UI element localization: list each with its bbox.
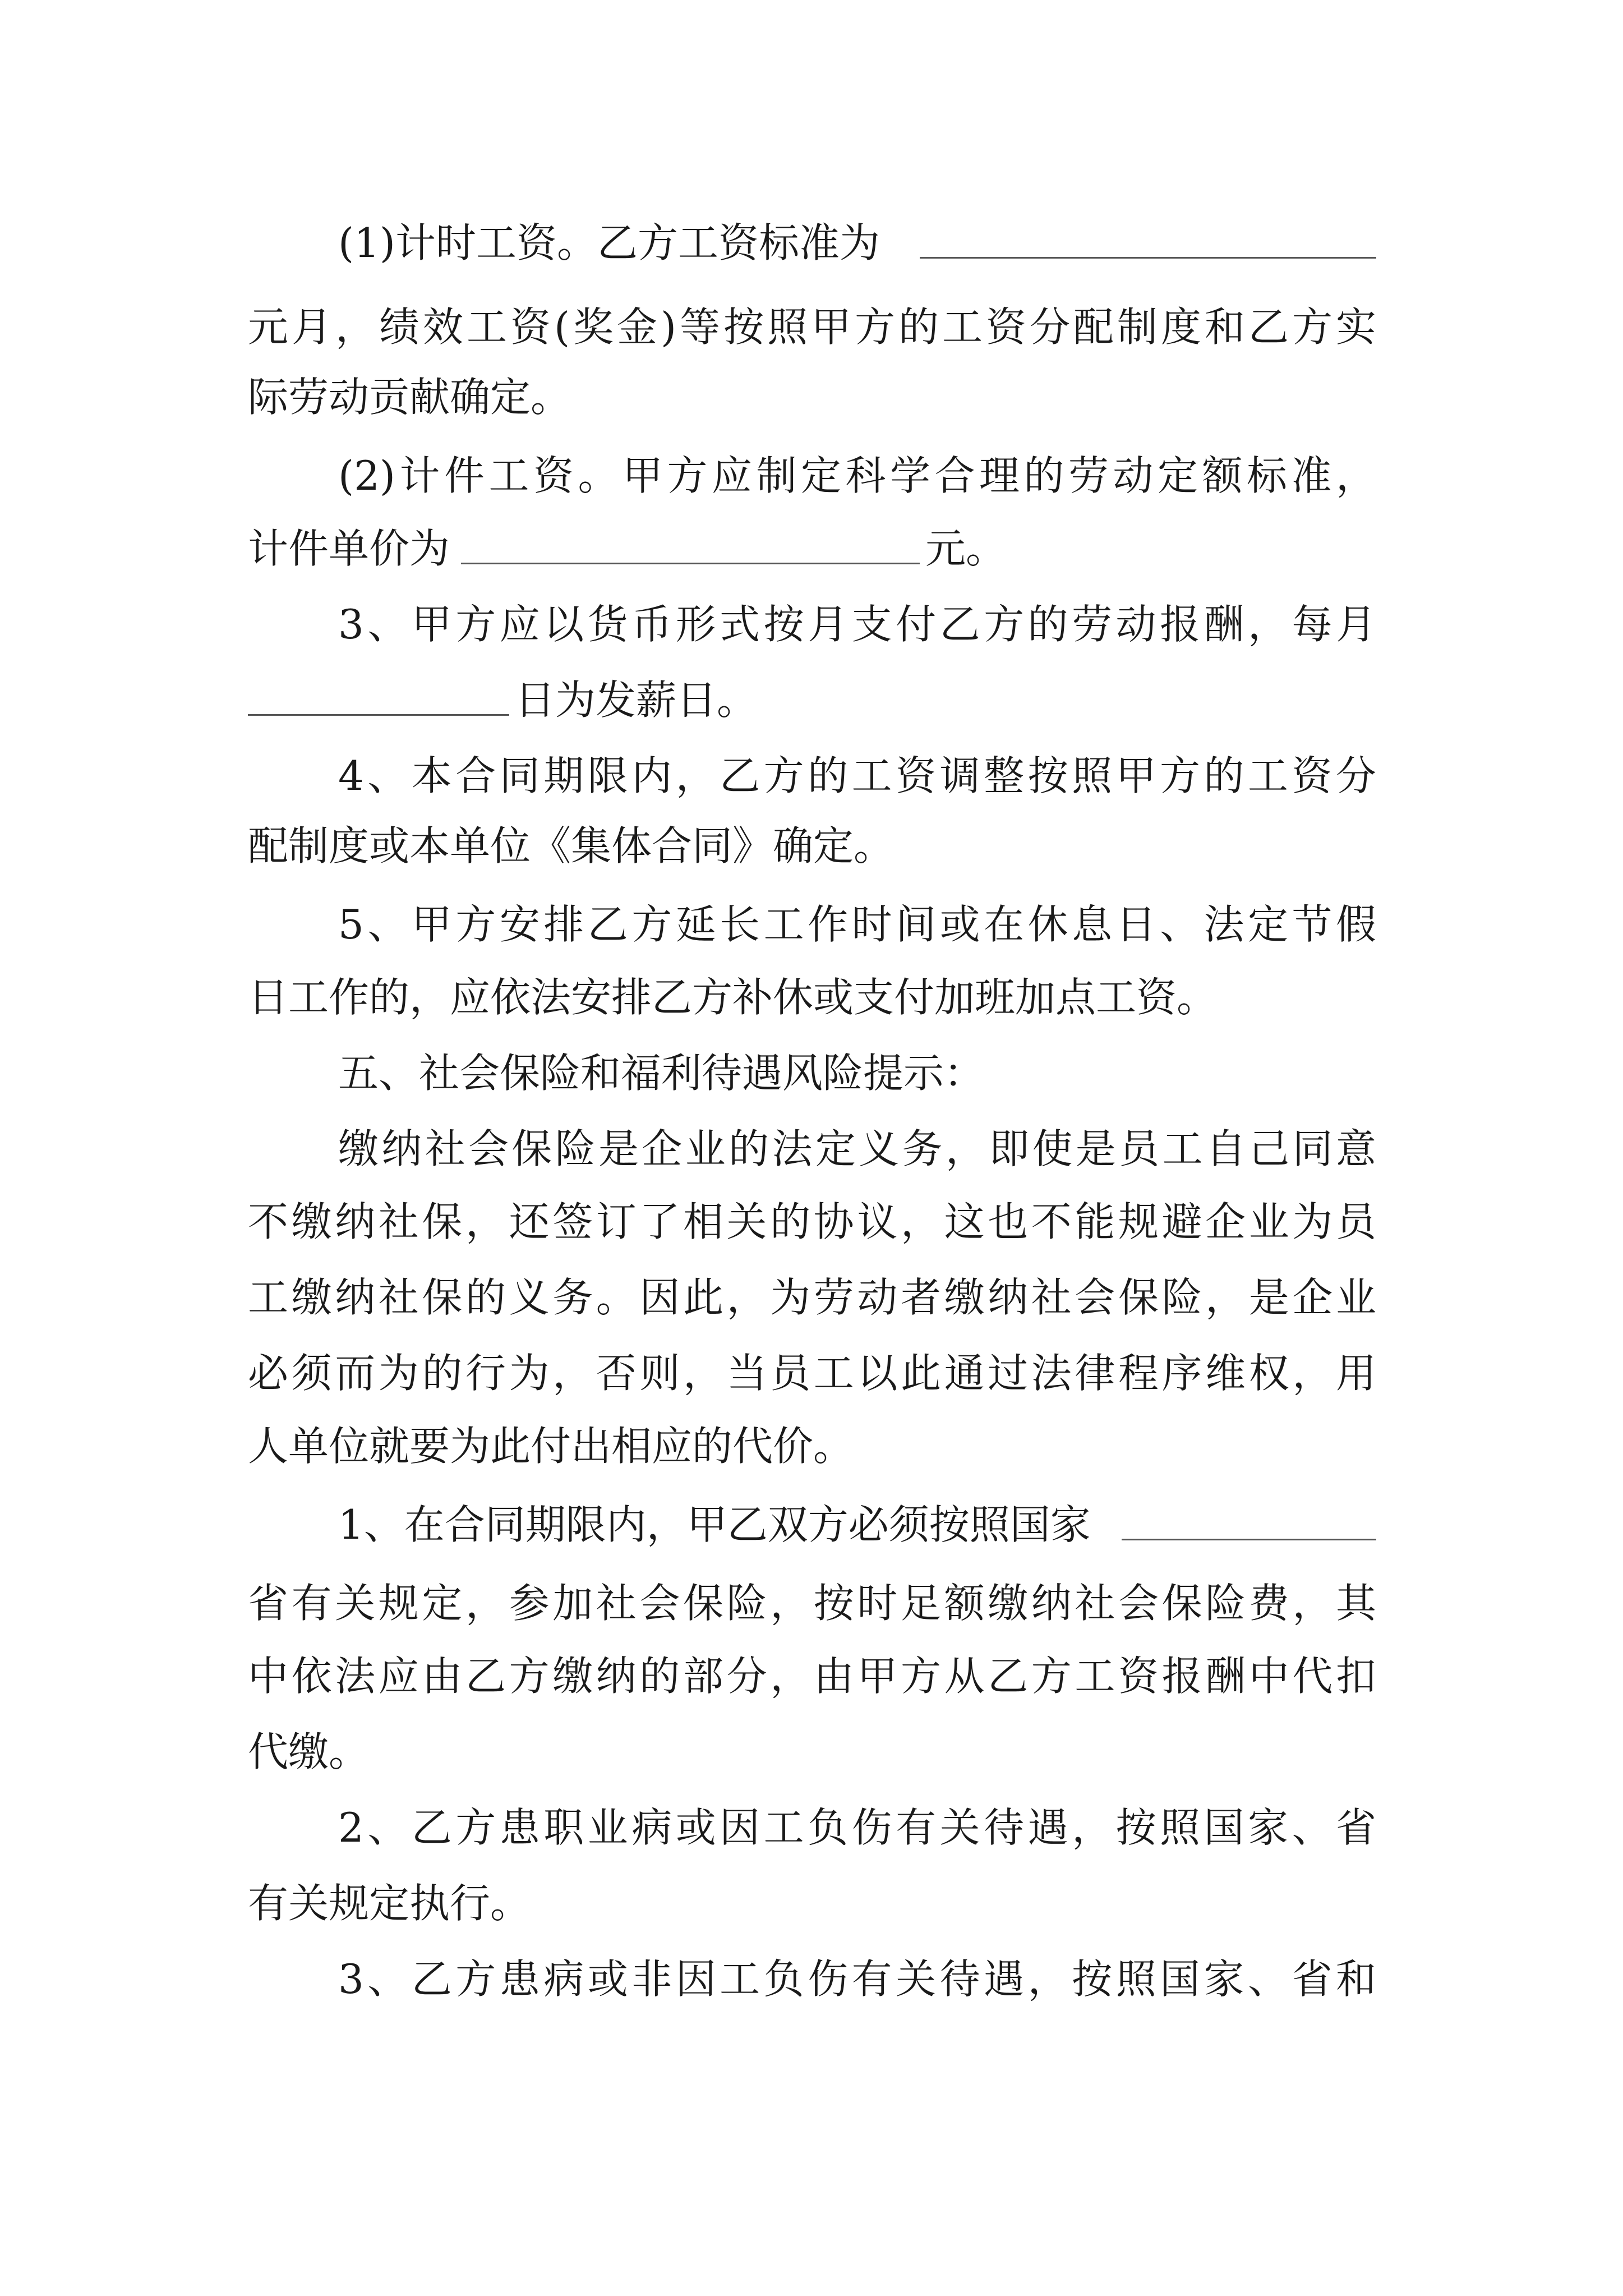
- heading-text: 五、社会保险和福利待遇风险提示：: [338, 1050, 985, 1097]
- paragraph-line: [0, 522, 1623, 576]
- body-text: (2)计件工资。甲方应制定科学合理的劳动定额标准，: [338, 452, 1376, 499]
- body-text: 元。: [925, 525, 1007, 572]
- body-text: 计件单价为: [248, 525, 450, 572]
- paragraph-line: [0, 673, 1623, 727]
- body-text: 日工作的，应依法安排乙方补休或支付加班加点工资。: [248, 974, 1218, 1021]
- paragraph-line: [0, 597, 1623, 651]
- body-text: 配制度或本单位《集体合同》确定。: [248, 822, 895, 869]
- body-text: 际劳动贡献确定。: [248, 374, 571, 421]
- paragraph-line: [0, 970, 1623, 1024]
- body-text: 日为发薪日。: [515, 677, 758, 724]
- body-text: 代缴。: [248, 1728, 370, 1775]
- body-text: 工缴纳社保的义务。因此，为劳动者缴纳社会保险，是企业: [248, 1274, 1376, 1321]
- paragraph-line: [0, 370, 1623, 424]
- paragraph-line: [0, 1419, 1623, 1473]
- body-text: 人单位就要为此付出相应的代价。: [248, 1423, 854, 1470]
- paragraph-line: [0, 1801, 1623, 1855]
- body-text: 2、乙方患职业病或因工负伤有关待遇，按照国家、省: [338, 1804, 1376, 1851]
- paragraph-line: [0, 449, 1623, 503]
- paragraph-line: [0, 1271, 1623, 1324]
- fill-in-blank: [461, 522, 920, 576]
- body-text: 不缴纳社保，还签订了相关的协议，这也不能规避企业为员: [248, 1198, 1376, 1245]
- section-heading: [0, 1046, 1623, 1100]
- paragraph-line: [0, 1649, 1623, 1703]
- fill-in-blank: [1122, 1498, 1376, 1552]
- paragraph-line: [0, 749, 1623, 803]
- body-text: 3、甲方应以货币形式按月支付乙方的劳动报酬，每月: [338, 601, 1376, 648]
- body-text: (1)计时工资。乙方工资标准为: [338, 219, 880, 266]
- paragraph-line: [0, 1725, 1623, 1779]
- body-text: 4、本合同期限内，乙方的工资调整按照甲方的工资分: [338, 752, 1376, 799]
- paragraph-line: [0, 1952, 1623, 2006]
- paragraph-line: [0, 898, 1623, 951]
- paragraph-line: [0, 1195, 1623, 1249]
- body-text: 中依法应由乙方缴纳的部分，由甲方从乙方工资报酬中代扣: [248, 1653, 1376, 1700]
- paragraph-line: [0, 1498, 1623, 1552]
- paragraph-line: [0, 1576, 1623, 1630]
- body-text: 有关规定执行。: [248, 1880, 531, 1927]
- paragraph-line: [0, 1876, 1623, 1930]
- body-text: 必须而为的行为，否则，当员工以此通过法律程序维权，用: [248, 1350, 1376, 1397]
- paragraph-line: [0, 1122, 1623, 1176]
- paragraph-line: [0, 819, 1623, 873]
- paragraph-line: [0, 216, 1623, 270]
- body-text: 省有关规定，参加社会保险，按时足额缴纳社会保险费，其: [248, 1580, 1376, 1627]
- body-text: 5、甲方安排乙方延长工作时间或在休息日、法定节假: [338, 901, 1376, 948]
- body-text: 1、在合同期限内，甲乙双方必须按照国家: [338, 1501, 1091, 1548]
- body-text: 元月，绩效工资(奖金)等按照甲方的工资分配制度和乙方实: [248, 303, 1376, 351]
- paragraph-line: [0, 300, 1623, 354]
- fill-in-blank: [248, 673, 509, 727]
- fill-in-blank: [920, 216, 1376, 270]
- paragraph-line: [0, 1346, 1623, 1400]
- body-text: 3、乙方患病或非因工负伤有关待遇，按照国家、省和: [338, 1955, 1376, 2003]
- body-text: 缴纳社会保险是企业的法定义务，即使是员工自己同意: [338, 1125, 1376, 1172]
